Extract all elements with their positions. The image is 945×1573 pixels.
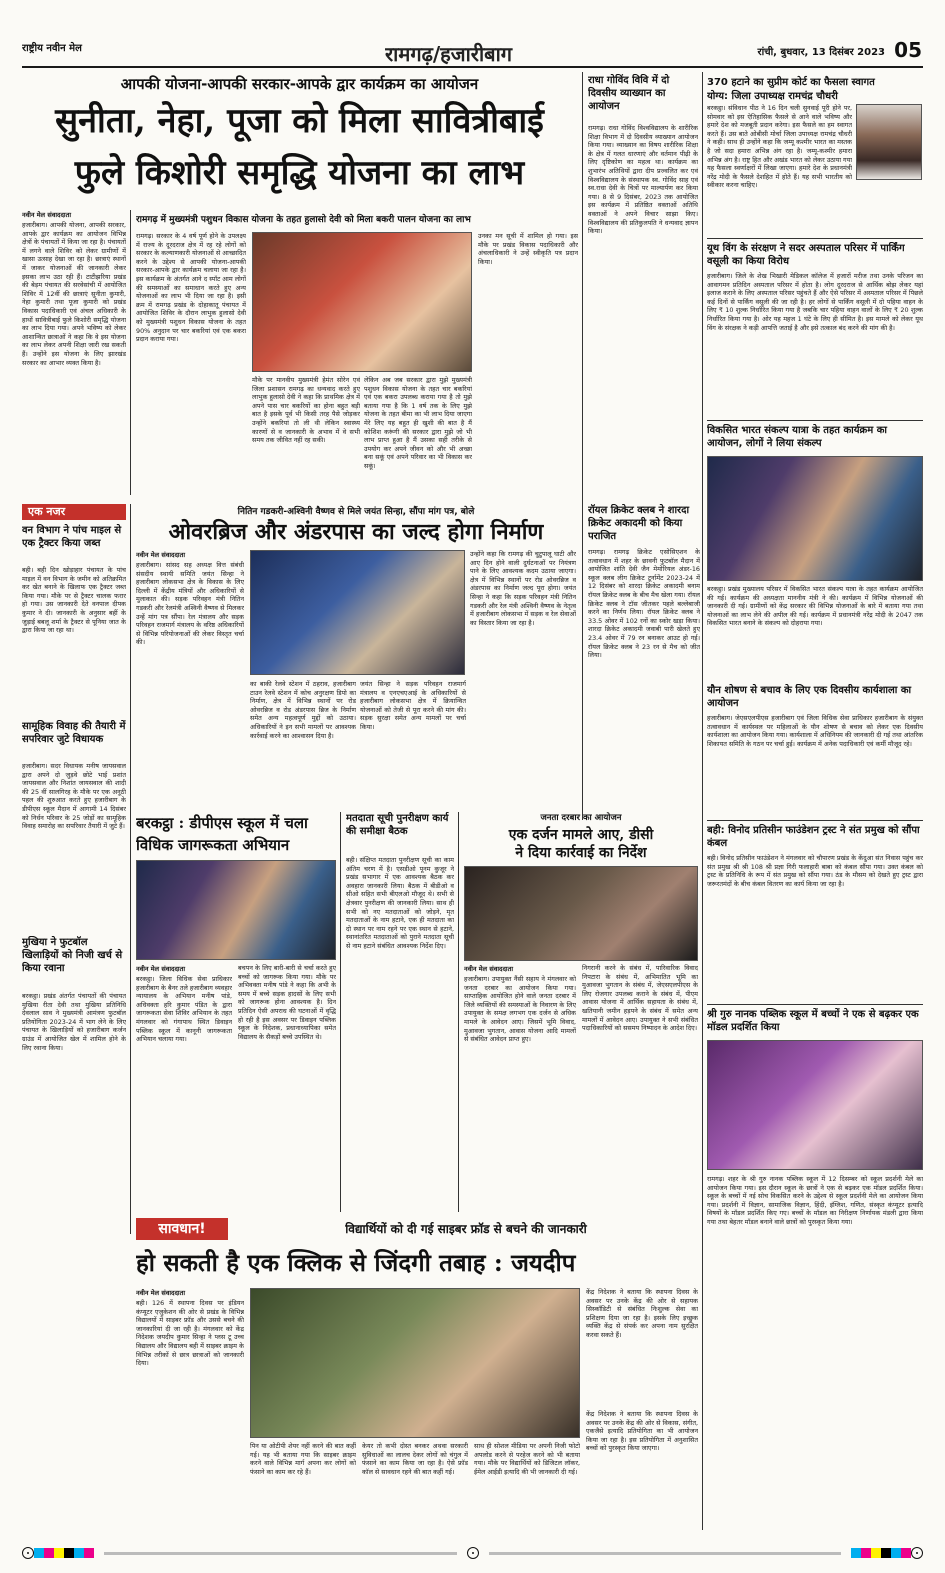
cyber-caption-3: साथ ही सोशल मीडिया पर अपनी निजी फोटो अपलोड करने से परहेज करने को भी बताया गया। मौके पर विद्यार्थियों को डिजिटल लॉकर, ईमेल आईडी इत्यादि की भी जानकारी दी गई।	[474, 1442, 580, 1476]
page-number: 05	[894, 38, 922, 62]
flyover-kicker: नितिन गडकरी-अश्विनी वैष्णव से मिले जयंत सिन्हा, सौंपा मांग पत्र, बोले	[237, 507, 475, 517]
color-swatches-right	[851, 1548, 911, 1558]
color-swatch	[901, 1548, 911, 1558]
workshop-headline: यौन शोषण से बचाव के लिए एक दिवसीय कार्यशाला का आयोजन	[707, 685, 912, 709]
youth-headline: यूथ विंग के संरक्षण ने सदर अस्पताल परिसर में पार्किंग वसूली का किया विरोध	[707, 243, 905, 267]
football-body-box: बरकट्ठा। प्रखंड अंतर्गत पंचायतों की पंचायत मुखिया रीता देवी तथा मुखिया प्रतिनिधि देवलाल साव ने मुख्यमंत्री आमंत्रण फुटबॉल प्रतियोगिता 2023-24 में भाग लेने के लिए पंचायत के खिलाड़ियों को हजारीबाग कर्जन ग्राउंड में आयोजित खेल में शामिल होने के लिए रवाना किया।	[22, 992, 126, 1052]
gurunanak-body-box	[707, 1175, 923, 1535]
dps-headline-1: बरकट्ठा : डीपीएस स्कूल में चला	[136, 814, 308, 832]
lead-byline: नवीन मेल संवाददाता	[22, 211, 71, 219]
flyover-col-4: उन्होंने कहा कि रामगढ़ की चुटुपालू घाटी और आए दिन होने वाली दुर्घटनाओं पर नियंत्रण पाने के लिए आवश्यक कदम उठाया जाएगा। क्षेत्र में विभिन्न स्थानों पर रोड ओवरब्रिज व अंडरपास का निर्माण जल्द पूरा होगा। जयंत सिन्हा ने कहा कि सड़क परिवहन मंत्री नितिन गडकरी और रेल मंत्री अश्विनी वैष्णव के नेतृत्व में हजारीबाग लोकसभा में सड़क व रेल सेवाओं का विस्तार किया जा रहा है।	[470, 550, 576, 627]
blanket-headline: बही: विनोद प्रतिसीन फाउंडेशन ट्रस्ट ने संत प्रमुख को सौंपा कंबल	[707, 825, 920, 849]
sankalp-body-box	[707, 585, 923, 680]
color-swatch	[64, 1548, 74, 1558]
workshop-body: हजारीबाग। जेएसएलपीएस हजारीबाग एवं जिला विधिक सेवा प्राधिकार हजारीबाग के संयुक्त तत्वावधान में कार्यस्थल पर महिलाओं के यौन शोषण से बचाव को लेकर एक दिवसीय कार्यशाला का आयोजन किया गया। कार्यशाला में अधिनियम की जानकारी दी गई तथा आंतरिक शिकायत समिति के गठन पर चर्चा हुई। कार्यक्रम में अनेक पदाधिकारी एवं कर्मी मौजूद रहे।	[707, 714, 923, 748]
color-swatch	[54, 1548, 64, 1558]
sankalp-body: बरकट्ठा। प्रखंड मुख्यालय परिसर में विकसित भारत संकल्प यात्रा के तहत कार्यक्रम आयोजित की गई। कार्यक्रम की अध्यक्षता माननीय मंत्री ने की। कार्यक्रम में विभिन्न योजनाओं की जानकारी दी गई। ग्रामीणों को केंद्र सरकार की विभिन्न योजनाओं के बारे में बताया गया तथा योजनाओं का लाभ लेने की अपील की गई। कार्यक्रम में प्रधानमंत्री नरेंद्र मोदी के 2047 तक विकसित भारत बनाने के संकल्प को दोहराया गया।	[707, 585, 923, 628]
cyber-col-5b: केंद्र निदेशक ने बताया कि स्थापना दिवस के अवसर पर उनके केंद्र की ओर से विकास, संगीत, एकजैसे इत्यादि प्रतियोगिता का भी आयोजन किया जा रहा है। इस प्रतियोगिता में अनुशासित बच्चों को पुरस्कृत किया जाएगा।	[586, 1410, 698, 1453]
color-swatches-left	[34, 1548, 94, 1558]
flyover-col-2: का बाकी रेलवे स्टेशन में ठहराव, हजारीबाग टाउन रेलवे स्टेशन में कोच अनुरक्षण डिपो का निर्माण, क्षेत्र में विभिन्न स्थानों पर रोड ओवरब्रिज व रोड अंडरपास ब्रिज के निर्माण समेत अन्य महत्वपूर्ण मुद्दों को उठाया। अधिकारियों ने इन सभी मामलों पर आवश्यक कार्रवाई करने का आश्वासन दिया है।	[250, 680, 356, 740]
lead-headline-1: सुनीता, नेहा, पूजा को मिला सावित्रीबाई	[55, 101, 544, 141]
cyber-caption-1: पिन या ओटीपी शेयर नहीं करने की बात कहीं गई। यह भी बताया गया कि साइबर क्राइम करने वाले विभिन्न मार्ग अपना कर लोगों को फंसाने का काम कर रहे हैं।	[250, 1442, 356, 1476]
dps-photo	[136, 860, 336, 960]
cyber-headline: हो सकती है एक क्लिक से जिंदगी तबाह : जयदीप	[136, 1248, 576, 1277]
registration-mark-icon	[22, 1547, 34, 1559]
cyber-kicker: विद्यार्थियों को दी गई साइबर फ्रॉड से बचने की जानकारी	[345, 1222, 587, 1236]
flyover-col-1: नवीन मेल संवाददाता हजारीबाग। सांसद सह अध्यक्ष वित्त संबंधी संसदीय स्थायी समिति जयंत सिन्हा ने हजारीबाग लोकसभा क्षेत्र के विकास के लिए दिल्ली में केंद्रीय मंत्रियों और अधिकारियों से मुलाकात की। सड़क परिवहन मंत्री नितिन गडकरी और रेलमंत्री अश्विनी वैष्णव से मिलकर उन्हें मांग पत्र सौंपा। रेल मंत्रालय और सड़क परिवहन राजमार्ग मंत्रालय के वरिष्ठ अधिकारियों से विभिन्न परियोजनाओं की लेकर विस्तृत चर्चा की।	[136, 551, 244, 647]
goat-col-3: लेकिन अब जब सरकार द्वारा मुझे मुख्यमंत्री पशुधन विकास योजना के तहत चार बकरियां एवं एक बकरा उपलब्ध कराया गया है तो मुझे बताया गया है कि 1 वर्ष तक के लिए मुझे योजना के तहत बीमा का भी लाभ दिया जाएगा मेरे लिए यह बहुत ही खुशी की बात है मैं कोशिश करूंगी की सरकार द्वारा मुझे जो भी लाभ प्राप्त हुआ है मैं उसका सही तरीके से उपयोग कर अपने जीवन को और भी अच्छा बना सकूं एवं अपने परिवार का भी विकास कर सकूं।	[364, 376, 472, 470]
lead-column	[22, 210, 126, 510]
section-title: रामगढ़/हजारीबाग	[385, 42, 513, 66]
verdict-headline-1: 370 हटाने का सुप्रीम कोर्ट का फैसला स्वागत	[707, 77, 875, 88]
color-swatch	[84, 1548, 94, 1558]
voter-body: बही। संक्षिप्त मतदाता पुनरीक्षण सूची का काम अंतिम चरण में है। एसडीओ पूनम कुजूर ने प्रखंड सभागार में एक आवश्यक बैठक कर अवहारा जानकारी लिया। बैठक में बीडीओ व सीओ सहित सभी बीएलओ मौजूद थे। सभी से क्षेत्रवार पुनरीक्षण की जानकारी लिया। साथ ही सभी को नए मतदाताओं को जोड़ने, मृत मतदाताओं के नाम हटाने, एक ही मतदाता का दो स्थान पर नाम रहने पर एक स्थान से हटाने, स्थानांतरित मतदाताओं को पुराने मतदाता सूची से नाम हटाने संबंधित आवश्यक निर्देश दिए।	[346, 856, 454, 950]
goat-photo	[252, 232, 472, 372]
goat-col-1: रामगढ़। सरकार के 4 वर्ष पूर्ण होने के उपलक्ष्य में राज्य के दूरदराज क्षेत्र में रह रहे लोगों को सरकार के कल्याणकारी योजनाओं से आच्छादित करने के उद्देश्य से आपकी योजना-आपकी सरकार-आपके द्वार कार्यक्रम चलाया जा रहा है। इस कार्यक्रम के अंतर्गत आने द स्पॉट आम लोगों की समस्याओं का समाधान करते हुए अन्य योजनाओं का लाभ भी दिया जा रहा है। इसी क्रम में रामगढ़ प्रखंड के दोहाकातू पंचायत में आयोजित शिविर के दौरान लाभुक हुलासो देवी को मुख्यमंत्री पशुधन विकास योजना के तहत 90% अनुदान पर चार बकरियां एवं एक बकरा प्रदान कराया गया।	[136, 232, 246, 344]
flyover-col-3: जयंत सिन्हा ने सड़क परिवहन राजमार्ग मंत्रालय व एनएचएआई के अधिकारियों से हजारीबाग लोकसभा क्षेत्र में क्रियान्वित योजनाओं को तेजी से पूरा करने की मांग की। सड़क सुरक्षा समेत अन्य मामलों पर चर्चा किया।	[360, 680, 466, 731]
color-swatch	[891, 1548, 901, 1558]
wedding-headline: सामूहिक विवाह की तैयारी में सपरिवार जुटे विधायक	[22, 721, 126, 745]
janta-headline-1: एक दर्जन मामले आए, डीसी	[508, 827, 654, 843]
gurunanak-photo	[707, 1040, 923, 1170]
masthead-logo: राष्ट्रीय नवीन मेल	[22, 43, 82, 54]
radha-body-box	[588, 124, 698, 499]
janta-photo	[464, 866, 698, 961]
color-swatch	[871, 1548, 881, 1558]
gurunanak-body: रामगढ़। शहर के श्री गुरु नानक पब्लिक स्कूल में 12 दिसम्बर को स्कूल प्रदर्शनी मेले का आयोजन किया गया। इस दौरान स्कूल के छात्रों ने एक से बढ़कर एक मॉडल प्रदर्शित किया। स्कूल के बच्चों में नई सोच विकसित करने के उद्देश्य से स्कूल प्रदर्शनी मेले का आयोजन किया गया। प्रदर्शनी में विज्ञान, सामाजिक विज्ञान, हिंदी, इंग्लिश, गणित, संस्कृत कंप्यूटर इत्यादि विषयों के मॉडल प्रदर्शित किए गए। बच्चों के मॉडल का निरीक्षण निर्णायक मंडली द्वारा किया गया तथा बेहतर मॉडल बनाने वाले छात्रों को पुरस्कृत किया गया।	[707, 1175, 923, 1226]
print-registration-bar	[22, 1547, 923, 1559]
janta-col-1: नवीन मेल संवाददाता हजारीबाग। उपायुक्त नैंसी सहाय ने मंगलवार को जनता दरबार का आयोजन किया गया। साप्ताहिक आयोजित होने वाले जनता दरबार में जिले व्यक्तियों की समस्याओं के निवारण के लिए उपायुक्त के समक्ष लगभग एक दर्जन से अधिक मामले के आवेदन आए। जिसमें भूमि विवाद, मुआवजा भुगतान, आवास योजना आदि मामलों से संबंधित आवेदन प्राप्त हुए।	[464, 965, 576, 1044]
janta-col-2: निगरानी करने के संबंध में, पारिवारिक विवाद निपटारा के संबंध में, अभिमातित भूमि का मुआवजा भुगतान के संबंध में, जेएसएलपीएस के लिए रोजगार उपलब्ध कराने के संबंध में, पीएम आवास योजना में आर्थिक सहायता के संबंध में, खतियानी जमीन हड़पने के संबंध में समेत अन्य मामलों में आवेदन आए। उपायुक्त ने सभी संबंधित पदाधिकारियों को ससमय निष्पादन के आदेश दिए।	[582, 964, 698, 1033]
dps-col-1: नवीन मेल संवाददाता बरकट्ठा। जिला विधिक सेवा प्राधिकार हजारीबाग के बैनर तले हजारीबाग व्यवहार न्यायालय के अभियान मनीष पांडे, अधिवक्ता हरि कुमार पंडित के द्वारा जागरूकता सेवा शिविर अभियान के तहत मंगलवार को गंगापाथ स्थित डिवाइन पब्लिक स्कूल में कानूनी जागरूकता अभियान चलाया गया।	[136, 965, 232, 1044]
radha-headline: राधा गोविंद विवि में दो दिवसीय व्याख्यान का आयोजन	[588, 75, 670, 112]
blanket-body: बही। विनोद प्रतिसीन फाउंडेशन ने मंगलवार को चौपारण प्रखंड के केंदुआ संत निवास पहुंच कर संत प्रमुख श्री श्री 108 श्री प्रज्ञा गिरी फलाहारी बाबा को कंबल सौंपा गया। उक्त कंबल को ट्रस्ट के प्रतिनिधि के रूप में संत प्रमुख को सौंपा गया। ठंड के मौसम को देखते हुए ट्रस्ट द्वारा जरूरतमंदों के बीच कंबल वितरण का कार्य किया जा रहा है।	[707, 854, 923, 888]
workshop-body-box	[707, 714, 923, 816]
lead-body: हजारीबाग। आपकी योजना, आपकी सरकार, आपके द्वार कार्यक्रम का आयोजन विभिन्न क्षेत्रों के पंचायतों में किया जा रहा है। पंचायतों में लगने वाले शिविर को लेकर ग्रामीणों में खासा उत्साह देखा जा रहा है। छात्राएं स्थानों में जाकर योजनाओं की जानकारी लेकर इसका लाभ उठा रही हैं। टाटीझरिया प्रखंड की बेड़म पंचायत की सरवेसांची में आयोजित शिविर में 12वीं की छात्राएं सुनीता कुमारी, नेहा कुमारी तथा पूजा कुमारी को प्रखंड विकास पदाधिकारी एवं अंचल अधिकारी के हाथों सावित्रीबाई फुले किशोरी समृद्धि योजना का लाभ दिया गया। अपने भविष्य को लेकर आशान्वित छात्राओं ने कहा कि वे इस योजना का लाभ लेकर अपनी शिक्षा जारी रख सकती हैं। उन्होंने इस योजना के लिए झारखंड सरकार का आभार व्यक्त किया है।	[22, 221, 126, 367]
color-swatch	[74, 1548, 84, 1558]
color-swatch	[881, 1548, 891, 1558]
football-headline: मुखिया ने फुटबॉल खिलाड़ियों को निजी खर्च से किया रवाना	[22, 937, 123, 974]
goat-col-2: मौके पर मानवीय मुख्यमंत्री हेमंत सोरेन एवं जिला प्रशासन रामगढ़ का धन्यवाद करते हुए लाभुक हुलासो देवी ने कहा कि प्राथमिक क्षेत्र में अपने पास चार बकरियों का होना बहुत बड़ी बात है इसके पूर्व भी किसी तरह पैसे जोड़कर उन्होंने बकरियां तो ली थी लेकिन स्वास्थ्य कारणों से व जानकारी के अभाव में वे सभी समय तक जीवित नहीं रह सकी।	[252, 376, 360, 445]
youth-body-box	[707, 272, 923, 416]
dateline: रांची, बुधवार, 13 दिसंबर 2023	[757, 47, 885, 58]
color-swatch	[34, 1548, 44, 1558]
portrait-photo	[856, 104, 922, 180]
verdict-headline-2: योग्य: जिला उपाध्यक्ष रामचंद्र चौधरी	[707, 91, 838, 102]
flyover-headline: ओवरब्रिज और अंडरपास का जल्द होगा निर्माण	[168, 519, 544, 545]
sankalp-photo	[707, 456, 923, 581]
lead-kicker: आपकी योजना-आपकी सरकार-आपके द्वार कार्यक्रम का आयोजन	[120, 75, 479, 93]
cricket-body-box	[588, 548, 700, 808]
verdict-body: बरकट्ठा। संविधान पीठ ने 16 दिन चली सुनवाई पूरी होने पर, सोमवार को इस ऐतिहासिक फैसले से आने वाले भविष्य और हमारे देश को मजबूती प्रदान करेगा। इस फैसले का हम स्वागत करते हैं। उस बाते ओबीसी मोर्चा जिला उपाध्यक्ष रामचंद्र चौधरी ने कही। साथ ही उन्होंने कहा कि जम्मू कश्मीर भारत का मस्तक है जो सदा हमारा अभिन्न अंग रहा है। जम्मू-कश्मीर हमारा अभिन्न अंग है। राष्ट्र हित और अखंड भारत को लेकर उठाया गया यह फैसला स्वर्णाक्षरों में लिखा जाएगा। हमारे देश के प्रधानमंत्री नरेंद्र मोदी के फैसले देशहित में होते हैं। यह सभी भारतीय को स्वीकार करना चाहिए।	[707, 104, 852, 190]
blanket-body-box	[707, 854, 923, 974]
ek-nazar-tag: एक नजर	[22, 504, 126, 520]
color-swatch	[861, 1548, 871, 1558]
goat-headline: रामगढ़ में मुख्यमंत्री पशुधन विकास योजना के तहत हुलासो देवी को मिला बकरी पालन योजना का लाभ	[136, 215, 471, 225]
cyber-col-1: नवीन मेल संवाददाता बही। 126 में स्थापना दिवस पर इंडियन कंप्यूटर एजुकेशन की ओर से प्रखंड के विभिन्न विद्यालयों में साइबर फ्रॉड और उससे बचने की जानकारियां दी जा रही है। मंगलवार को केंद्र निदेशक जयदीप कुमार सिन्हा ने प्लस टू उच्च विद्यालय और विद्यालय बही में साइबर क्राइम के विभिन्न तरीकों से छात्र छात्राओं को जानकारी दिया।	[136, 1289, 244, 1368]
registration-mark-icon	[911, 1547, 923, 1559]
voter-headline: मतदाता सूची पुनरीक्षण कार्य की समीक्षा बैठक	[346, 813, 449, 837]
janta-headline-2: ने दिया कार्रवाई का निर्देश	[515, 845, 647, 861]
wedding-body-box: हजारीबाग। सदर विधायक मनीष जायसवाल द्वारा अपने दो जुड़वे छोटे भाई प्रशांत जायसवाल और निशांत जायसवाल की शादी की 25 वीं सालगिरह के मौके पर एक अनूठी पहल की शुरुआत करते हुए हजारीबाग के डीपीएस स्कूल मैदान में आगामी 14 दिसंबर को निर्धन परिवार के 25 जोड़ों का सामूहिक विवाह समारोह का सपरिवार तैयारी में जुटे हैं।	[22, 762, 126, 831]
saavdhan-tag: सावधान!	[136, 1218, 228, 1240]
cyber-caption-2: केयर तो कभी दोस्त बनकर अथवा सरकारी सुविधाओं का लालच देकर लोगों को चंगुल में फंसाने का काम किया जा रहा है। ऐसे फ्रॉड कॉल से सावधान रहने की बात कहीं गई।	[362, 1442, 468, 1476]
forest-body-box: बही। बही दिन खोड़ाहार पंचायत के पांच माइल में वन विभाग के जमीन को अतिक्रमित कर खेत बनाने के खिलाफ एक ट्रैक्टर जब्त किया गया। मौके पर से ट्रैक्टर चालक फरार हो गया। उस जानकारी देते वनपाल दीपक कुमार ने दी। जानकारी के अनुसार बहीं के जुड़ाई बबलू शर्मा के ट्रैक्टर से पूनिया जात के द्वारा किया जा रहा था।	[22, 566, 126, 635]
flyover-photo	[250, 550, 465, 675]
cricket-body: रामगढ़। रामगढ़ क्रिकेट एसोसिएशन के तत्वावधान में शहर के छावनी फुटबॉल मैदान में आयोजित शांति देवी जैन मेमोरियल अंडर-16 स्कूल क्लब लीग क्रिकेट टूर्नामेंट 2023-24 में 12 दिसंबर को शारदा क्रिकेट अकादमी बनाम रॉयल क्रिकेट क्लब के बीच मैच खेला गया। रॉयल क्रिकेट क्लब ने टॉस जीतकर पहले बल्लेबाजी करने का निर्णय लिया। रॉयल क्रिकेट क्लब ने 33.5 ओवर में 102 रनों का स्कोर खड़ा किया। शारदा क्रिकेट अकादमी जवाबी पारी खेलते हुए 23.4 ओवर में 79 रन बनाकर आउट हो गई। रॉयल क्रिकेट क्लब ने 23 रन से मैच को जीत लिया।	[588, 548, 700, 660]
header-rule	[22, 66, 923, 68]
cyber-photo	[250, 1288, 580, 1438]
gurunanak-headline: श्री गुरु नानक पब्लिक स्कूल में बच्चों ने एक से बढ़कर एक मॉडल प्रदर्शित किया	[707, 1009, 919, 1033]
cyber-col-5a: केंद्र निदेशक ने बताया कि स्थापना दिवस के अवसर पर उनके केंद्र की ओर से सहायक सिस्कॉडिटी से संबंधित निःशुल्क सेवा का प्रशिक्षण दिया जा रहा है। इसके लिए इच्छुक व्यक्ति केंद्र से संपर्क कर अपना नाम सुरक्षित करवा सकते हैं।	[586, 1288, 698, 1339]
sankalp-headline: विकसित भारत संकल्प यात्रा के तहत कार्यक्रम का आयोजन, लोगों ने लिया संकल्प	[707, 425, 887, 449]
registration-mark-icon	[467, 1547, 479, 1559]
janta-kicker: जनता दरबार का आयोजन	[540, 813, 622, 823]
youth-body: हजारीबाग। जिले के शेख भिखारी मेडिकल कॉलेज में हजारों मरीज तथा उनके परिजन का आवागमन प्रतिदिन अस्पताल परिसर में होता है। लोग दूरदराज से आर्थिक बोझ लेकर यहां इलाज कराने के लिए अस्पताल परिसर पहुंचते हैं और ऐसे परिसर में अस्पताल परिसर में पिछले कई दिनों से पार्किंग वसूली की जा रही है। हर लोगों से पार्किंग वसूली में दो पहिया वाहन के लिए ₹ 10 शुल्क निर्धारित किया गया है जबकि चार पहिया वाहन वालों के लिए ₹ 20 शुल्क निर्धारित किया गया है। ओर यह महज 1 घंटे के लिए ही सीमित है। इस मामले को लेकर यूथ विंग के संरक्षक ने कड़ी आपत्ति जताई है और इसे तत्काल बंद करने की मांग की है।	[707, 272, 923, 332]
dps-headline-2: विधिक जागरूकता अभियान	[136, 836, 290, 854]
radha-body: रामगढ़। राधा गोविंद विश्वविद्यालय के शारीरिक शिक्षा विभाग में दो दिवसीय व्याख्यान आयोजन किया गया। व्याख्यान का विषय शारीरिक शिक्षा के क्षेत्र में गलत धारणाएं और वर्तमान पीढ़ी के लिए दृष्टिकोण का महत्व था। कार्यक्रम का शुभारंभ अतिथियों द्वारा दीप प्रज्वलित कर एवं विश्वविद्यालय के संस्थापक स्व. गोविंद साह एवं स्व.राधा देवी के चित्रों पर माल्यार्पण कर किया गया। 8 से 9 दिसंबर, 2023 तक आयोजित इस कार्यक्रम में प्रतिष्ठित वक्ताओं अतिथि वक्ताओं ने अपने विचार साझा किए। विश्वविद्यालय की प्रतिकुलपति ने धन्यवाद ज्ञापन किया।	[588, 124, 698, 236]
voter-body-box	[346, 856, 454, 1212]
lead-headline-2: फुले किशोरी समृद्धि योजना का लाभ	[74, 153, 525, 193]
color-swatch	[851, 1548, 861, 1558]
cricket-headline: रॉयल क्रिकेट क्लब ने शारदा क्रिकेट अकादमी को किया पराजित	[588, 505, 690, 542]
color-swatch	[44, 1548, 54, 1558]
verdict-body-box	[707, 104, 852, 234]
goat-col-4: उनका मन सूची में शामिल हो गया। इस मौके पर प्रखंड विकास पदाधिकारी और अंचलाधिकारी ने उन्हें स्वीकृति पत्र प्रदान किया।	[478, 232, 578, 266]
dps-col-2: बचपन के लिए बारी-बारी से चर्चा करते हुए बच्चों को जागरूक किया गया। मौके पर अभिवक्ता मनीष पांडे ने कहा कि अभी के समय में बच्चे सड़क हादसों के लिए सभी को जागरूक होना आवश्यक है। दिन प्रतिदिन ऐसी अपराध की घटनाओं में वृद्धि हो रही है इस अवसर पर डिवाइन पब्लिक स्कूल के निदेशक, प्रधानाध्यापिका समेत विद्यालय के सैकड़ों बच्चे उपस्थित थे।	[238, 964, 336, 1041]
forest-headline: वन विभाग ने पांच माइल से एक ट्रैक्टर किया जब्त	[22, 525, 122, 549]
